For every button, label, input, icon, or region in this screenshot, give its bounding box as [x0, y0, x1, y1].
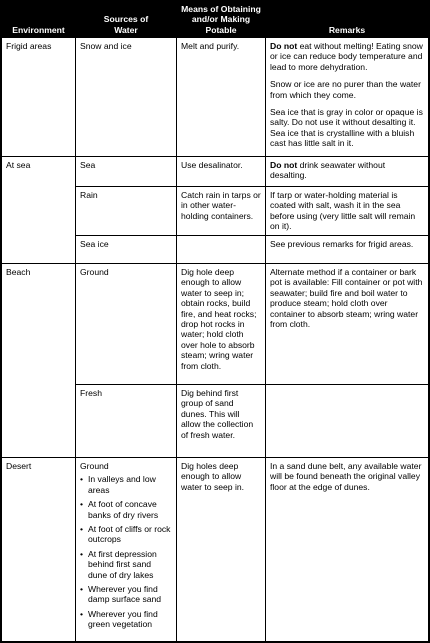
env-beach: Beach — [2, 264, 75, 457]
desert-locations-list — [80, 474, 172, 629]
source-rain: Rain — [76, 187, 176, 235]
means-dig-dunes: Dig behind first group of sand dunes. This will allow the collection of fresh water. — [177, 385, 265, 457]
source-ground-beach: Ground — [76, 264, 176, 384]
source-sea-ice: Sea ice — [76, 236, 176, 263]
means-catch-rain: Catch rain in tarps or in other water-holding containers. — [177, 187, 265, 235]
remarks-fresh — [266, 385, 428, 457]
header-remarks: Remarks — [328, 24, 366, 35]
means-melt: Melt and purify. — [177, 38, 265, 156]
source-sea: Sea — [76, 157, 176, 186]
header-means: Means of Obtaining and/or Making Potable — [181, 3, 261, 35]
list-item: • At foot of cliffs or rock outcrops — [80, 524, 172, 545]
remark-paragraph: Do not eat without melting! Eating snow or ice can reduce body temperature and lead to more dehydration. — [270, 41, 423, 72]
list-item: • At foot of concave banks of dry rivers — [80, 499, 172, 520]
list-item: • In valleys and low areas — [80, 474, 172, 495]
means-desalinator: Use desalinator. — [177, 157, 265, 186]
source-ground-desert: Ground • In valleys and low areas • At foot of concave banks of dry rivers • At foot of cliffs or rock outcrops • At first depression behind first sand dune of dry lakes • Wherever you find damp surface sand • Wherever you find green vegetation — [76, 458, 176, 641]
header-sources: Sources of Water — [103, 14, 149, 35]
remarks-sea-ice: See previous remarks for frigid areas. — [266, 236, 428, 263]
means-dig-hole: Dig hole deep enough to allow water to seep in; obtain rocks, build fire, and heat rocks; drop hot rocks in water; hold cloth over hole to absorb steam; wring water from cloth. — [177, 264, 265, 384]
env-at-sea: At sea — [2, 157, 75, 263]
list-item: • Wherever you find green vegetation — [80, 609, 172, 630]
means-dig-holes: Dig holes deep enough to allow water to seep in. — [177, 458, 265, 641]
remarks-rain: If tarp or water-holding material is coated with salt, wash it in the sea before using (very little salt will remain on it). — [266, 187, 428, 235]
env-desert: Desert — [2, 458, 75, 641]
remark-paragraph: Snow or ice are no purer than the water from which they come. — [270, 79, 421, 100]
list-item: • At first depression behind first sand dune of dry lakes — [80, 549, 172, 580]
remarks-beach: Alternate method if a container or bark pot is available: Fill container or pot with seawater; build fire and boil water to produce steam; hold cloth over container to absorb steam; wring water from cloth. — [266, 264, 428, 384]
env-frigid: Frigid areas — [2, 38, 75, 156]
remarks-sea: Do not drink seawater without desalting. — [266, 157, 428, 186]
remark-paragraph: Sea ice that is gray in color or opaque is salty. Do not use it without desalting it. Sea ice that is crystalline with a bluish cast has little salt in it. — [270, 107, 423, 149]
source-snow-ice: Snow and ice — [76, 38, 176, 156]
header-environment: Environment — [12, 24, 65, 35]
remarks-frigid — [266, 38, 428, 156]
source-fresh: Fresh — [76, 385, 176, 457]
means-sea-ice — [177, 236, 265, 263]
remarks-desert: In a sand dune belt, any available water will be found beneath the original valley floor at the edge of dunes. — [266, 458, 428, 641]
list-item: • Wherever you find damp surface sand — [80, 584, 172, 605]
